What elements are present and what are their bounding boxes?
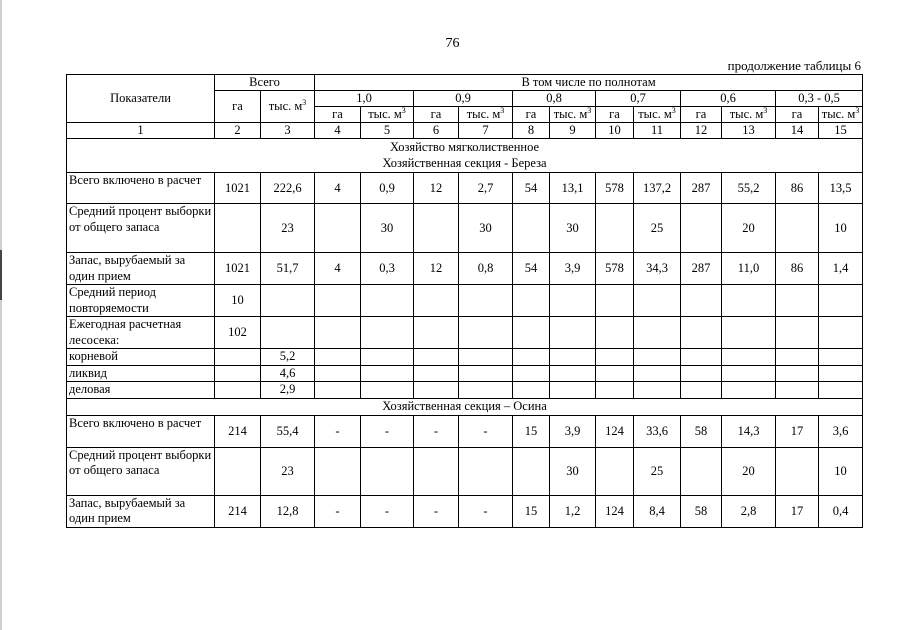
- table-cell: 3,9: [550, 253, 596, 285]
- table-cell: 54: [513, 253, 550, 285]
- header-pokazateli: Показатели: [67, 75, 215, 123]
- table-row: [67, 415, 863, 447]
- table-cell: [550, 317, 596, 349]
- table-cell: [414, 365, 459, 382]
- table-cell: 12: [414, 173, 459, 204]
- table-cell: 214: [215, 415, 261, 447]
- table-cell: 2,8: [722, 495, 776, 527]
- table-cell: [361, 382, 414, 399]
- table-cell: [634, 365, 681, 382]
- row-label: Запас, вырубаемый за один прием: [67, 495, 215, 527]
- table-cell: [596, 447, 634, 495]
- table-cell: 58: [681, 415, 722, 447]
- subheader-ga: га: [513, 107, 550, 123]
- table-cell: 30: [550, 447, 596, 495]
- table-cell: [681, 317, 722, 349]
- table-cell: [722, 349, 776, 366]
- table-cell: [819, 349, 863, 366]
- section-title: Хозяйство мягколиственное: [390, 140, 540, 154]
- table-cell: [776, 382, 819, 399]
- table-cell: 4,6: [261, 365, 315, 382]
- header-ga: га: [215, 91, 261, 123]
- table-cell: 86: [776, 173, 819, 204]
- table-cell: [776, 365, 819, 382]
- table-cell: [819, 382, 863, 399]
- table-cell: 25: [634, 204, 681, 253]
- table-cell: 578: [596, 173, 634, 204]
- table-cell: [261, 317, 315, 349]
- subheader-ga: га: [776, 107, 819, 123]
- forest-table: [66, 74, 863, 528]
- table-cell: [315, 447, 361, 495]
- subsection-title-bereza: Хозяйственная секция - Береза: [382, 155, 547, 170]
- table-cell: [261, 285, 315, 317]
- table-cell: [414, 285, 459, 317]
- table-cell: 51,7: [261, 253, 315, 285]
- table-row: [67, 317, 863, 349]
- col-num: 9: [550, 123, 596, 139]
- table-cell: 15: [513, 415, 550, 447]
- table-cell: [634, 349, 681, 366]
- header-polnota: 0,8: [513, 91, 596, 107]
- table-cell: 23: [261, 447, 315, 495]
- subheader-tys: тыс. $м^3$: [550, 107, 596, 123]
- table-cell: [513, 365, 550, 382]
- col-num: 7: [459, 123, 513, 139]
- table-cell: [315, 382, 361, 399]
- table-cell: 33,6: [634, 415, 681, 447]
- table-cell: [722, 382, 776, 399]
- table-cell: -: [459, 495, 513, 527]
- table-cell: 1021: [215, 173, 261, 204]
- table-cell: [315, 317, 361, 349]
- table-cell: [215, 349, 261, 366]
- table-cell: [361, 317, 414, 349]
- table-cell: [315, 285, 361, 317]
- section-bereza-body: [67, 173, 863, 399]
- row-label: деловая: [67, 382, 215, 399]
- header-polnota: 0,6: [681, 91, 776, 107]
- table-cell: [776, 317, 819, 349]
- table-cell: [776, 447, 819, 495]
- table-cell: [722, 317, 776, 349]
- table-cell: [681, 349, 722, 366]
- table-cell: 14,3: [722, 415, 776, 447]
- col-num: 11: [634, 123, 681, 139]
- table-cell: [361, 447, 414, 495]
- table-cell: -: [315, 495, 361, 527]
- table-cell: 0,8: [459, 253, 513, 285]
- table-cell: [215, 447, 261, 495]
- table-cell: [459, 382, 513, 399]
- table-cell: 137,2: [634, 173, 681, 204]
- row-label: Всего включено в расчет: [67, 415, 215, 447]
- table-cell: 30: [459, 204, 513, 253]
- scan-edge-mark: [0, 250, 2, 300]
- col-num: 15: [819, 123, 863, 139]
- table-row: [67, 349, 863, 366]
- table-cell: 287: [681, 173, 722, 204]
- table-cell: [596, 349, 634, 366]
- table-cell: 287: [681, 253, 722, 285]
- subheader-tys: тыс. $м^3$: [459, 107, 513, 123]
- table-cell: 5,2: [261, 349, 315, 366]
- table-cell: -: [459, 415, 513, 447]
- table-cell: [596, 204, 634, 253]
- table-row: [67, 173, 863, 204]
- table-cell: [596, 382, 634, 399]
- table-row: [67, 204, 863, 253]
- table-cell: [513, 382, 550, 399]
- table-cell: [315, 204, 361, 253]
- table-cell: [634, 317, 681, 349]
- col-num: 13: [722, 123, 776, 139]
- table-cell: 578: [596, 253, 634, 285]
- table-cell: [722, 365, 776, 382]
- table-cell: 1,2: [550, 495, 596, 527]
- table-cell: 8,4: [634, 495, 681, 527]
- table-cell: [681, 447, 722, 495]
- table-cell: [681, 285, 722, 317]
- header-polnota: 0,3 - 0,5: [776, 91, 863, 107]
- table-cell: 55,4: [261, 415, 315, 447]
- table-cell: 0,3: [361, 253, 414, 285]
- table-cell: [596, 365, 634, 382]
- table-cell: -: [315, 415, 361, 447]
- table-cell: [459, 317, 513, 349]
- table-cell: 54: [513, 173, 550, 204]
- table-cell: -: [414, 495, 459, 527]
- table-row: [67, 382, 863, 399]
- subheader-ga: га: [596, 107, 634, 123]
- table-cell: [215, 365, 261, 382]
- header-tys: тыс. $м^3$: [261, 91, 315, 123]
- table-cell: [414, 382, 459, 399]
- subheader-ga: га: [414, 107, 459, 123]
- table-cell: 1021: [215, 253, 261, 285]
- table-cell: [315, 365, 361, 382]
- table-cell: 11,0: [722, 253, 776, 285]
- col-num: 8: [513, 123, 550, 139]
- table-cell: 124: [596, 415, 634, 447]
- row-label: Средний период повторяемости: [67, 285, 215, 317]
- table-row: [67, 285, 863, 317]
- table-cell: -: [414, 415, 459, 447]
- table-cell: [361, 349, 414, 366]
- table-cell: 25: [634, 447, 681, 495]
- row-label: Всего включено в расчет: [67, 173, 215, 204]
- table-cell: -: [361, 415, 414, 447]
- table-cell: [819, 285, 863, 317]
- table-cell: [550, 349, 596, 366]
- table-cell: 10: [819, 447, 863, 495]
- row-label: Средний процент выборки от общего запаса: [67, 204, 215, 253]
- col-num: 6: [414, 123, 459, 139]
- table-cell: [776, 285, 819, 317]
- table-cell: 30: [550, 204, 596, 253]
- table-cell: 30: [361, 204, 414, 253]
- col-num: 3: [261, 123, 315, 139]
- table-cell: [550, 382, 596, 399]
- table-cell: [819, 365, 863, 382]
- table-cell: [634, 285, 681, 317]
- subheader-tys: тыс. $м^3$: [634, 107, 681, 123]
- table-cell: 3,9: [550, 415, 596, 447]
- subheader-ga: га: [681, 107, 722, 123]
- table-cell: [513, 285, 550, 317]
- table-cell: 15: [513, 495, 550, 527]
- table-cell: 34,3: [634, 253, 681, 285]
- table-cell: 17: [776, 495, 819, 527]
- subheader-tys: тыс. $м^3$: [819, 107, 863, 123]
- table-cell: [414, 204, 459, 253]
- table-cell: [414, 349, 459, 366]
- table-cell: [550, 285, 596, 317]
- table-cell: 12,8: [261, 495, 315, 527]
- table-cell: [459, 349, 513, 366]
- table-row: [67, 447, 863, 495]
- table-cell: [414, 447, 459, 495]
- table-cell: [513, 317, 550, 349]
- table-cell: 13,1: [550, 173, 596, 204]
- col-num: 4: [315, 123, 361, 139]
- row-label: Запас, вырубаемый за один прием: [67, 253, 215, 285]
- table-cell: [819, 317, 863, 349]
- subheader-tys: тыс. $м^3$: [722, 107, 776, 123]
- table-cell: [681, 204, 722, 253]
- table-cell: [513, 204, 550, 253]
- table-cell: [361, 285, 414, 317]
- row-label: Ежегодная расчетная лесосека:: [67, 317, 215, 349]
- table-cell: [776, 204, 819, 253]
- subsection-title-osina: Хозяйственная секция – Осина: [67, 398, 863, 415]
- col-num: 2: [215, 123, 261, 139]
- row-label: ликвид: [67, 365, 215, 382]
- section-header: [67, 139, 863, 173]
- table-cell: 10: [215, 285, 261, 317]
- table-continuation-note: продолжение таблицы 6: [727, 58, 861, 73]
- table-cell: 20: [722, 447, 776, 495]
- table-cell: -: [361, 495, 414, 527]
- table-cell: 10: [819, 204, 863, 253]
- section-osina-body: [67, 415, 863, 527]
- table-cell: 4: [315, 173, 361, 204]
- table-cell: 20: [722, 204, 776, 253]
- page-number: 76: [445, 36, 460, 51]
- table-row: [67, 253, 863, 285]
- table-cell: [550, 365, 596, 382]
- header-polnota: 0,7: [596, 91, 681, 107]
- table-cell: 55,2: [722, 173, 776, 204]
- table-cell: [634, 382, 681, 399]
- table-cell: 86: [776, 253, 819, 285]
- col-num: 10: [596, 123, 634, 139]
- table-cell: 2,7: [459, 173, 513, 204]
- col-num: 5: [361, 123, 414, 139]
- table-cell: [681, 365, 722, 382]
- row-label: Средний процент выборки от общего запаса: [67, 447, 215, 495]
- table-cell: 0,9: [361, 173, 414, 204]
- table-cell: [513, 349, 550, 366]
- table-cell: 214: [215, 495, 261, 527]
- table-cell: 17: [776, 415, 819, 447]
- table-cell: [722, 285, 776, 317]
- table-cell: [513, 447, 550, 495]
- header-vsego: Всего: [215, 75, 315, 91]
- subheader-tys: тыс. $м^3$: [361, 107, 414, 123]
- table-cell: [215, 382, 261, 399]
- table-cell: 23: [261, 204, 315, 253]
- header-v-tom-chisle: В том числе по полнотам: [315, 75, 863, 91]
- col-num: 14: [776, 123, 819, 139]
- table-cell: 2,9: [261, 382, 315, 399]
- table-cell: [414, 317, 459, 349]
- scan-edge: [0, 0, 2, 630]
- table-cell: 102: [215, 317, 261, 349]
- table-cell: [361, 365, 414, 382]
- table-cell: 3,6: [819, 415, 863, 447]
- col-num: 1: [67, 123, 215, 139]
- table-row: [67, 495, 863, 527]
- header-polnota: 0,9: [414, 91, 513, 107]
- table-row: [67, 365, 863, 382]
- table-cell: [681, 382, 722, 399]
- table-cell: [596, 317, 634, 349]
- table-cell: [459, 285, 513, 317]
- table-cell: 124: [596, 495, 634, 527]
- column-number-row: [67, 123, 863, 139]
- table-cell: [459, 447, 513, 495]
- table-cell: 1,4: [819, 253, 863, 285]
- table-cell: 222,6: [261, 173, 315, 204]
- table-cell: [315, 349, 361, 366]
- subheader-ga: га: [315, 107, 361, 123]
- table-cell: 12: [414, 253, 459, 285]
- header-polnota: 1,0: [315, 91, 414, 107]
- table-cell: 58: [681, 495, 722, 527]
- table-cell: [776, 349, 819, 366]
- table-cell: [215, 204, 261, 253]
- table-cell: 13,5: [819, 173, 863, 204]
- row-label: корневой: [67, 349, 215, 366]
- table-cell: 4: [315, 253, 361, 285]
- col-num: 12: [681, 123, 722, 139]
- table-cell: [459, 365, 513, 382]
- table-cell: 0,4: [819, 495, 863, 527]
- table-cell: [596, 285, 634, 317]
